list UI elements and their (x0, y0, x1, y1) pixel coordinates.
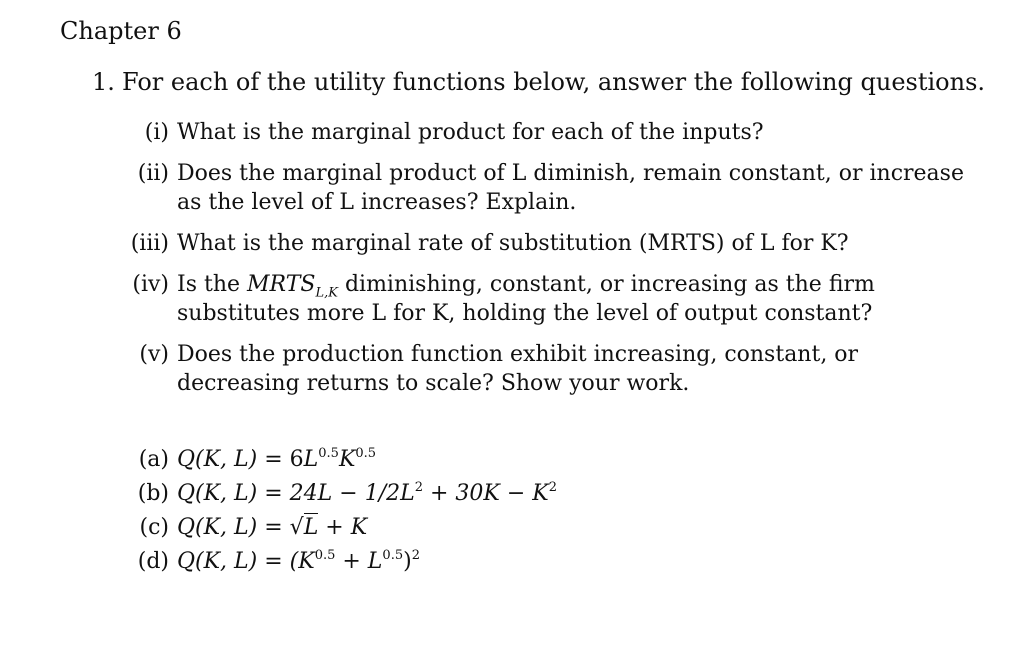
sqrt-argument: L (303, 515, 319, 540)
sub-question-i (117, 118, 967, 148)
equation-lhs: Q(K, L) = (177, 549, 283, 574)
sub-question-list (117, 118, 967, 410)
equation-a (177, 447, 376, 472)
sub-question-label: (iv) (132, 271, 169, 297)
exponent-k: 0.5 (355, 445, 377, 461)
sub-question-iv (117, 270, 967, 329)
part-label: (b) (137, 481, 169, 506)
chapter-title: Chapter 6 (60, 17, 182, 45)
question-text: For each of the utility functions below, answer the following questions. (122, 68, 986, 96)
sub-question-iii (117, 229, 967, 259)
equation-lhs: Q(K, L) = (177, 447, 283, 472)
outer-exponent: 2 (411, 547, 420, 563)
sub-question-text: Does the production function exhibit increasing, constant, or decreasing returns to scale? Show your work. (177, 341, 859, 397)
part-d (117, 548, 767, 578)
sub-question-text: What is the marginal rate of substitution (MRTS) of L for K? (177, 230, 849, 256)
part-label: (c) (139, 515, 169, 540)
part-a (117, 446, 767, 476)
sub-question-v (117, 340, 967, 399)
exponent-b: 2 (548, 479, 557, 495)
coefficient: 6 (289, 447, 304, 472)
exponent-a: 2 (414, 479, 423, 495)
part-label: (d) (137, 549, 169, 574)
rhs-term-b: + 30K − K (423, 481, 549, 506)
square-root (290, 514, 319, 543)
rhs-term-a: 24L − 1/2L (289, 481, 415, 506)
sub-question-text (177, 270, 967, 329)
equation-b (177, 481, 557, 506)
exponent-k: 0.5 (314, 547, 336, 563)
part-label: (a) (138, 447, 169, 472)
exponent-l: 0.5 (382, 547, 404, 563)
sub-question-label: (iii) (130, 230, 169, 256)
equation-c (177, 515, 367, 540)
question-number: 1. (92, 68, 115, 96)
mrts-subscript: L,K (315, 285, 338, 301)
question-1 (92, 68, 985, 97)
sub-question-label: (ii) (137, 161, 169, 186)
exponent-l: 0.5 (318, 445, 339, 461)
equation-lhs: Q(K, L) = (177, 515, 283, 540)
equation-lhs: Q(K, L) = (177, 481, 283, 506)
part-c (117, 514, 767, 544)
text-suffix: diminishing, constant, or increasing as the firm substitutes more L for K, holding the level of output constant? (177, 271, 875, 327)
open-paren-k: (K (289, 549, 315, 574)
sub-question-text: What is the marginal product for each of the inputs? (177, 120, 764, 145)
part-b (117, 480, 767, 510)
sqrt-sign: √ (289, 515, 304, 540)
text-prefix: Is the (177, 271, 241, 297)
variable-k: K (338, 447, 356, 472)
sub-question-label: (i) (144, 120, 169, 145)
rhs-tail: + K (318, 515, 368, 540)
sub-question-ii (117, 159, 967, 218)
mrts-symbol: MRTS (247, 271, 316, 297)
close-paren: ) (403, 549, 412, 574)
equation-d (177, 549, 420, 574)
variable-l: L (303, 447, 319, 472)
plus-l: + L (335, 549, 383, 574)
sub-question-text: Does the marginal product of L diminish, remain constant, or increase as the level of L increases? Explain. (177, 161, 964, 216)
sub-question-label: (v) (139, 341, 169, 367)
function-parts-list (117, 446, 767, 582)
